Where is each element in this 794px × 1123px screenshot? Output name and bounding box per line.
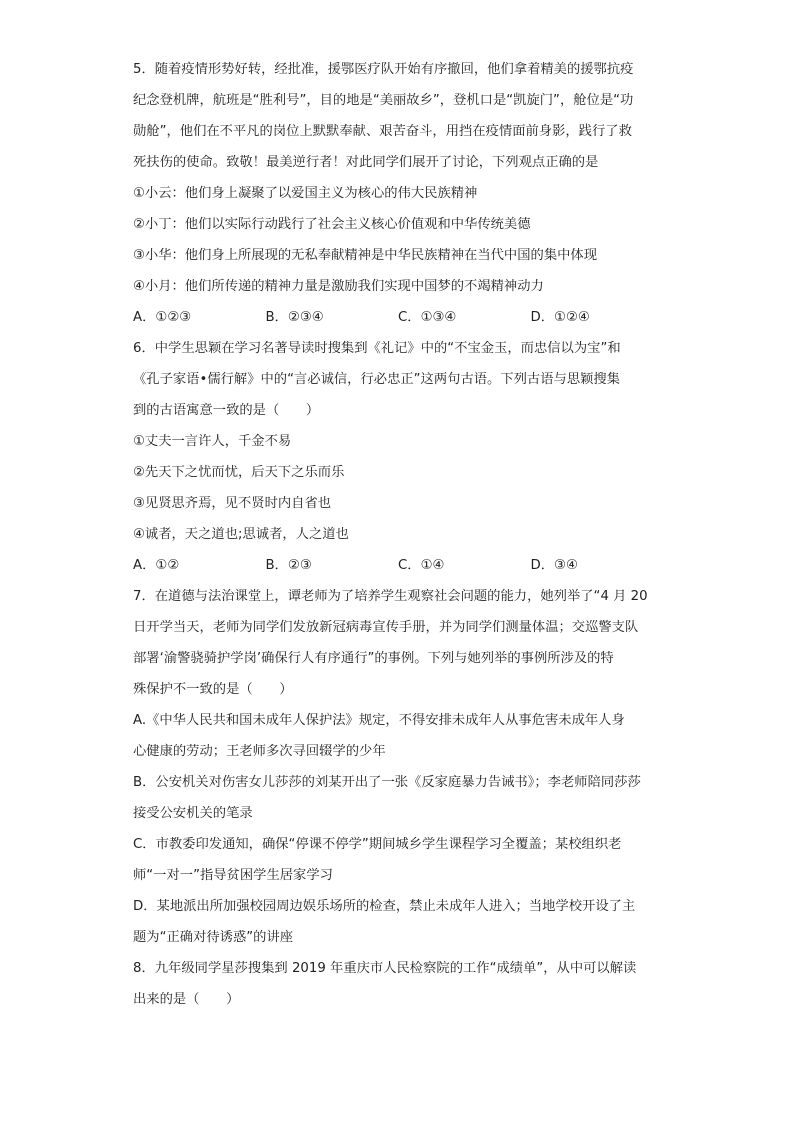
q8-stem-line-2: 出来的是（ ） xyxy=(133,992,240,1007)
q5-item-4: ④小月：他们所传递的精神力量是激励我们实现中国梦的不竭精神动力 xyxy=(133,279,544,294)
q7-option-c-line-2: 师“一对一”指导贫困学生居家学习 xyxy=(133,868,333,883)
exam-page xyxy=(133,62,663,1023)
q7-stem-line-3: 部署‘渝警骁骑护学岗’确保行人有序通行”的事例。下列与她列举的事例所涉及的特 xyxy=(133,651,614,666)
q5-item-3: ③小华：他们身上所展现的无私奉献精神是中华民族精神在当代中国的集中体现 xyxy=(133,248,598,263)
q7-stem-line-4: 殊保护不一致的是（ ） xyxy=(133,682,293,697)
q5-options xyxy=(133,310,663,325)
q5-stem-line-1: 5．随着疫情形势好转，经批准，援鄂医疗队开始有序撤回，他们拿着精美的援鄂抗疫 xyxy=(133,62,634,77)
q5-item-2: ②小丁：他们以实际行动践行了社会主义核心价值观和中华传统美德 xyxy=(133,217,531,232)
q5-option-a: A．①②③ xyxy=(133,310,192,325)
q6-stem-line-1: 6．中学生思颖在学习名著导读时搜集到《礼记》中的“不宝金玉，而忠信以为宝”和 xyxy=(133,341,621,356)
q7-option-a-line-1: A.《中华人民共和国未成年人保护法》规定，不得安排未成年人从事危害未成年人身 xyxy=(133,713,625,728)
q6-options xyxy=(133,558,663,573)
q6-item-1: ①丈夫一言许人，千金不易 xyxy=(133,434,292,449)
q7-option-d-line-2: 题为“正确对待诱惑”的讲座 xyxy=(133,930,294,945)
q6-item-2: ②先天下之忧而忧，后天下之乐而乐 xyxy=(133,465,345,480)
q6-option-b: B．②③ xyxy=(265,558,312,573)
q5-option-b: B．②③④ xyxy=(265,310,324,325)
q5-option-d: D．①②④ xyxy=(530,310,590,325)
q5-item-1: ①小云：他们身上凝聚了以爱国主义为核心的伟大民族精神 xyxy=(133,186,478,201)
q5-stem-line-4: 死扶伤的使命。致敬！最美逆行者！对此同学们展开了讨论，下列观点正确的是 xyxy=(133,155,599,170)
q7-option-d-line-1: D．某地派出所加强校园周边娱乐场所的检查，禁止未成年人进入；当地学校开设了主 xyxy=(133,899,636,914)
q7-option-c-line-1: C．市教委印发通知，确保“停课不停学”期间城乡学生课程学习全覆盖；某校组织老 xyxy=(133,837,622,852)
q5-option-c: C．①③④ xyxy=(398,310,457,325)
q6-item-3: ③见贤思齐焉，见不贤时内自省也 xyxy=(133,496,332,511)
q7-option-a-line-2: 心健康的劳动；王老师多次寻回辍学的少年 xyxy=(133,744,386,759)
q7-option-b-line-1: B．公安机关对伤害女儿莎莎的刘某开出了一张《反家庭暴力告诫书》；李老师陪同莎莎 xyxy=(133,775,641,790)
q6-item-4: ④诚者，天之道也;思诚者，人之道也 xyxy=(133,527,349,542)
q6-option-d: D．③④ xyxy=(530,558,578,573)
q5-stem-line-3: 勋舱”，他们在不平凡的岗位上默默奉献、艰苦奋斗，用挡在疫情面前身影，践行了救 xyxy=(133,124,632,139)
q6-stem-line-3: 到的古语寓意一致的是（ ） xyxy=(133,403,320,418)
q6-stem-line-2: 《孔子家语•儒行解》中的“言必诚信，行必忠正”这两句古语。下列古语与思颖搜集 xyxy=(133,372,621,387)
q7-stem-line-2: 日开学当天，老师为同学们发放新冠病毒宣传手册，并为同学们测量体温；交巡警支队 xyxy=(133,620,639,635)
q6-option-a: A．①② xyxy=(133,558,180,573)
q7-stem-line-1: 7．在道德与法治课堂上，谭老师为了培养学生观察社会问题的能力，她列举了“4 月 20 xyxy=(133,589,648,604)
q7-option-b-line-2: 接受公安机关的笔录 xyxy=(133,806,253,821)
q6-option-c: C．①④ xyxy=(398,558,445,573)
q8-stem-line-1: 8．九年级同学星莎搜集到 2019 年重庆市人民检察院的工作“成绩单”，从中可以解读 xyxy=(133,961,637,976)
q5-stem-line-2: 纪念登机牌，航班是“胜利号”，目的地是“美丽故乡”，登机口是“凯旋门”，舱位是“功 xyxy=(133,93,634,108)
